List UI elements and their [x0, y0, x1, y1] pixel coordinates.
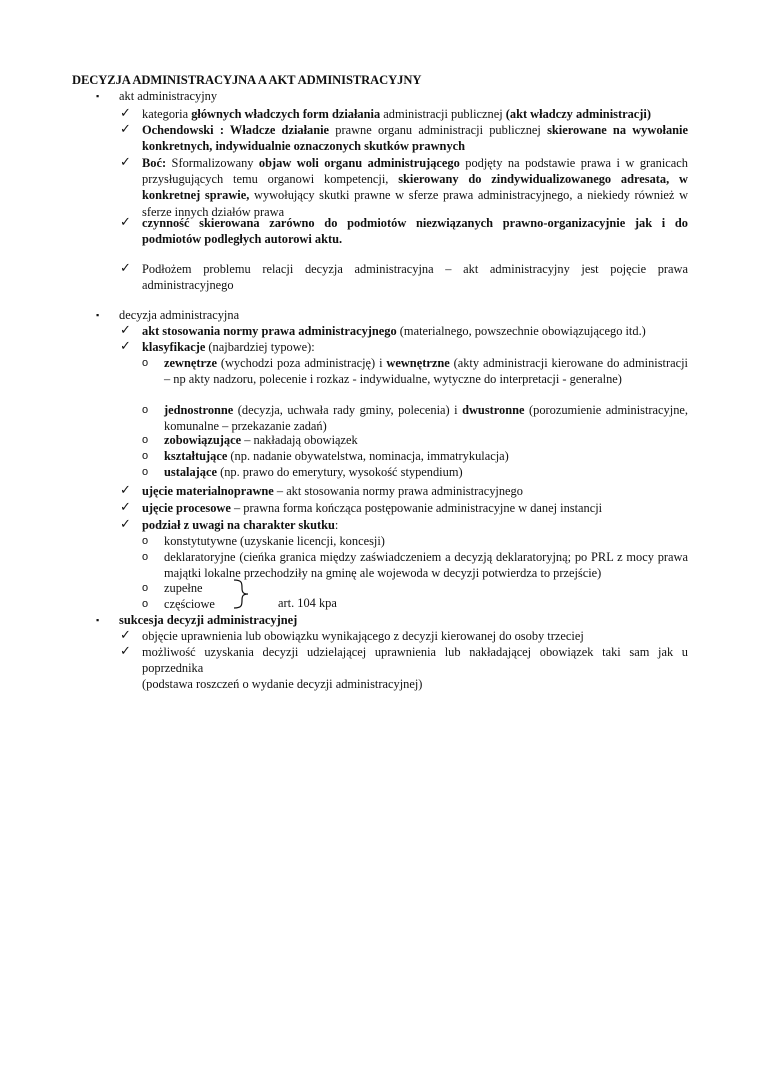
circle-bullet-icon: o — [142, 598, 149, 610]
circle-bullet-icon: o — [142, 450, 149, 462]
sub-list-item-text: częściowe — [164, 597, 215, 611]
circle-bullet-icon: o — [142, 582, 149, 594]
circle-bullet-icon: o — [142, 434, 149, 446]
sub-list-item — [142, 580, 688, 596]
check-icon: ✓ — [120, 260, 131, 275]
sub-list-item — [142, 549, 688, 581]
square-bullet-icon: ▪ — [96, 310, 100, 320]
circle-bullet-icon: o — [142, 466, 149, 478]
list-item — [120, 261, 688, 293]
sub-list-item-text: ustalające (np. prawo do emerytury, wysokość stypendium) — [164, 465, 463, 479]
list-item-text: podział z uwagi na charakter skutku: — [142, 518, 339, 532]
list-item — [120, 517, 688, 533]
list-item-text: możliwość uzyskania decyzji udzielającej uprawnienia lub nakładającej obowiązek taki sam jak u poprzednika — [142, 645, 688, 676]
section-heading: akt administracyjny — [119, 89, 218, 103]
sub-list-item-text: deklaratoryjne (cieńka granica między zaświadczeniem a decyzją deklaratoryjną; po PRL z mocy prawa majątki lokalne przechodziły na gminę ale wojewoda w decyzji potwierdza to przejście) — [164, 550, 688, 581]
check-icon: ✓ — [120, 643, 131, 658]
square-bullet-icon: ▪ — [96, 615, 100, 625]
check-icon: ✓ — [120, 499, 131, 514]
square-bullet-icon: ▪ — [96, 91, 100, 101]
sub-list-item — [142, 533, 688, 549]
list-item — [120, 628, 688, 644]
list-item — [120, 215, 688, 247]
sub-list-item-text: kształtujące (np. nadanie obywatelstwa, nominacja, immatrykulacja) — [164, 449, 509, 463]
list-item-text: akt stosowania normy prawa administracyjnego (materialnego, powszechnie obowiązującego itd.) — [142, 324, 646, 338]
sub-list-item-text: zobowiązujące – nakładają obowiązek — [164, 433, 358, 447]
section-heading: sukcesja decyzji administracyjnej — [119, 613, 298, 627]
circle-bullet-icon: o — [142, 404, 149, 416]
document-title: DECYZJA ADMINISTRACYJNA A AKT ADMINISTRACYJNY — [72, 73, 422, 87]
list-item-text: czynność skierowana zarówno do podmiotów niezwiązanych prawno-organizacyjnie jak i do podmiotów podległych autorowi aktu. — [142, 216, 688, 247]
list-item — [120, 106, 688, 122]
note-text: (podstawa roszczeń o wydanie decyzji administracyjnej) — [142, 677, 423, 691]
sub-list-item-text: zupełne — [164, 581, 203, 595]
sub-list-item-text: jednostronne (decyzja, uchwała rady gminy, polecenia) i dwustronne (porozumienie administracyjne, komunalne – przekazanie zadań) — [164, 403, 688, 434]
list-item — [120, 122, 688, 154]
list-item-text: Podłożem problemu relacji decyzja administracyjna – akt administracyjny jest pojęcie prawa administracyjnego — [142, 262, 688, 293]
sub-list-item — [142, 596, 688, 612]
circle-bullet-icon: o — [142, 535, 149, 547]
check-icon: ✓ — [120, 154, 131, 169]
circle-bullet-icon: o — [142, 357, 149, 369]
list-item-text: klasyfikacje (najbardziej typowe): — [142, 340, 315, 354]
sub-list-item — [142, 355, 688, 387]
check-icon: ✓ — [120, 338, 131, 353]
list-item-text: Boć: Sformalizowany objaw woli organu administrującego podjęty na podstawie prawa i w granicach przysługujących temu organowi kompetencji, skierowany do zindywidualizowanego adresata, w konkretnej sprawie, wywołujący skutki prawne w sferze prawa administracyjnego, a niekiedy również w sferze innych działów prawa — [142, 156, 689, 219]
circle-bullet-icon: o — [142, 551, 149, 563]
list-item-text: objęcie uprawnienia lub obowiązku wynikającego z decyzji kierowanej do osoby trzeciej — [142, 629, 584, 643]
list-item — [120, 483, 688, 499]
sub-list-item-text: konstytutywne (uzyskanie licencji, koncesji) — [164, 534, 385, 548]
check-icon: ✓ — [120, 322, 131, 337]
check-icon: ✓ — [120, 482, 131, 497]
list-item-text: Ochendowski : Władcze działanie prawne organu administracji publicznej skierowane na wywołanie konkretnych, indywidualnie oznaczonych skutków prawnych — [142, 123, 688, 154]
sub-list-item — [142, 432, 688, 448]
check-icon: ✓ — [120, 627, 131, 642]
sub-list-item — [142, 448, 688, 464]
check-icon: ✓ — [120, 105, 131, 120]
sub-list-item — [142, 464, 688, 480]
list-item — [120, 339, 688, 355]
sub-list-item-text: zewnętrze (wychodzi poza administrację) i wewnętrzne (akty administracji kierowane do administracji – np akty nadzoru, polecenie i rozkaz - indywidualne, wytyczne do interpretacji - generalne) — [164, 356, 688, 387]
list-item-text: ujęcie materialnoprawne – akt stosowania normy prawa administracyjnego — [142, 484, 523, 498]
list-item-text: kategoria głównych władczych form działania administracji publicznej (akt władczy administracji) — [142, 107, 651, 121]
article-reference: art. 104 kpa — [278, 596, 337, 610]
section-heading: decyzja administracyjna — [119, 308, 240, 322]
sub-list-item — [142, 402, 688, 434]
list-item — [120, 155, 688, 220]
check-icon: ✓ — [120, 121, 131, 136]
right-brace-icon — [230, 578, 254, 610]
list-item — [120, 323, 688, 339]
check-icon: ✓ — [120, 214, 131, 229]
check-icon: ✓ — [120, 516, 131, 531]
list-item — [120, 644, 688, 676]
list-item — [120, 500, 688, 516]
list-item-text: ujęcie procesowe – prawna forma kończąca postępowanie administracyjne w danej instancji — [142, 501, 603, 515]
